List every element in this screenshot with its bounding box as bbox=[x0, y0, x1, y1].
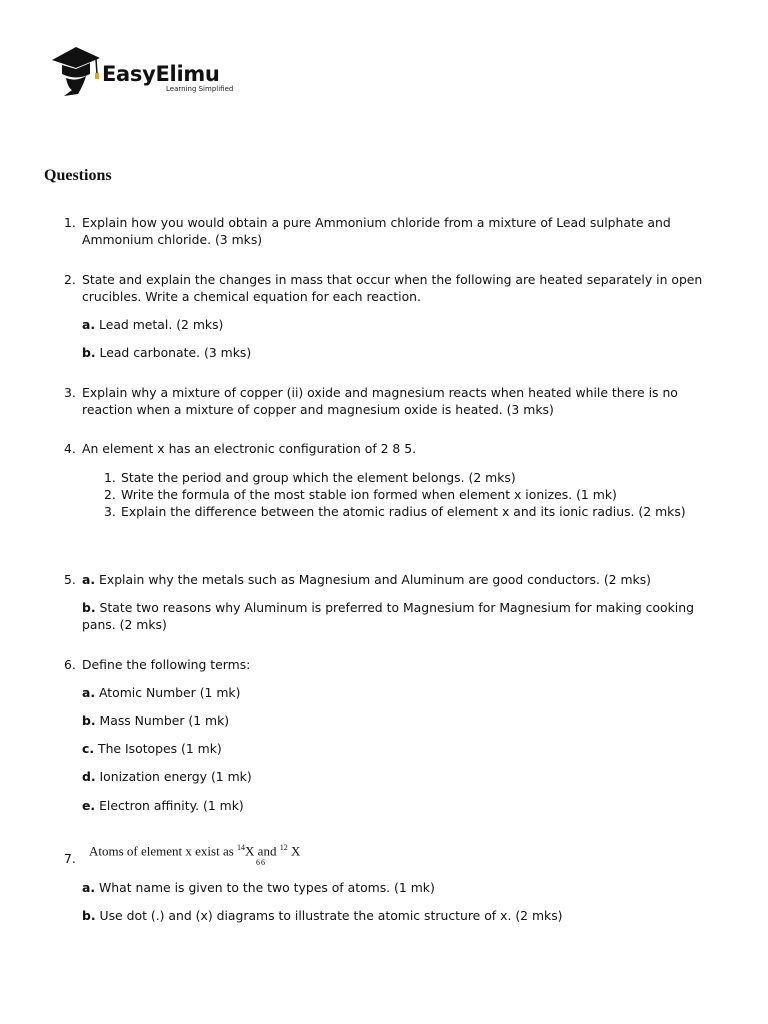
sub-label: d. bbox=[82, 769, 96, 784]
sub-label: b. bbox=[82, 345, 96, 360]
sub-question bbox=[82, 740, 732, 757]
sub-question bbox=[82, 712, 732, 729]
question-text: Define the following terms: bbox=[82, 657, 251, 672]
sub-text: The Isotopes (1 mk) bbox=[98, 741, 222, 756]
question-number: 3. bbox=[64, 385, 76, 400]
question-number: 2. bbox=[64, 272, 76, 287]
list-item bbox=[104, 469, 744, 486]
page-title: Questions bbox=[44, 167, 112, 184]
sub-question bbox=[82, 344, 732, 361]
list-item bbox=[104, 486, 744, 503]
question-number: 5. bbox=[64, 572, 76, 587]
sub-text: Electron affinity. (1 mk) bbox=[99, 798, 244, 813]
item-number: 2. bbox=[104, 487, 116, 502]
sub-label: b. bbox=[82, 908, 96, 923]
brand-logo bbox=[50, 44, 250, 98]
item-text: State the period and group which the element belongs. (2 mks) bbox=[121, 470, 516, 485]
sub-text: Ionization energy (1 mk) bbox=[99, 769, 252, 784]
question-number: 4. bbox=[64, 441, 76, 456]
graduate-cap-icon bbox=[50, 44, 102, 98]
question-text: An element x has an electronic configuration of 2 8 5. bbox=[82, 441, 417, 456]
item-text: Explain the difference between the atomic radius of element x and its ionic radius. (2 mks) bbox=[121, 504, 686, 519]
sub-text: Lead metal. (2 mks) bbox=[99, 317, 224, 332]
list-item bbox=[104, 503, 744, 520]
question-3 bbox=[64, 384, 744, 418]
question-number: 6. bbox=[64, 657, 76, 672]
question-text: Explain why a mixture of copper (ii) oxide and magnesium reacts when heated while there is no reaction when a mixture of copper and magnesium oxide is heated. (3 mks) bbox=[82, 385, 678, 417]
item-text: Write the formula of the most stable ion formed when element x ionizes. (1 mk) bbox=[121, 487, 617, 502]
sub-label: e. bbox=[82, 798, 96, 813]
item-number: 1. bbox=[104, 470, 116, 485]
sub-text: Explain why the metals such as Magnesium and Aluminum are good conductors. (2 mks) bbox=[99, 572, 652, 587]
sub-question bbox=[82, 768, 732, 785]
question-2 bbox=[64, 271, 744, 305]
question-5 bbox=[64, 571, 744, 588]
element-symbol-2: X bbox=[290, 843, 301, 859]
sub-text: State two reasons why Aluminum is preferred to Magnesium for Magnesium for making cooking pans. (2 mks) bbox=[82, 600, 694, 632]
item-number: 3. bbox=[104, 504, 116, 519]
sub-text: What name is given to the two types of atoms. (1 mk) bbox=[99, 880, 435, 895]
sub-label: a. bbox=[82, 880, 96, 895]
sub-question bbox=[82, 316, 732, 333]
brand-name: EasyElimu bbox=[102, 62, 220, 86]
question-number: 7. bbox=[64, 851, 76, 866]
sub-label: b. bbox=[82, 600, 96, 615]
formula-prefix: Atoms of element x exist as bbox=[89, 843, 234, 859]
isotope-formula bbox=[89, 838, 301, 867]
sub-question bbox=[82, 797, 732, 814]
formula-join: and bbox=[257, 843, 277, 859]
atomic-number-1: 6 bbox=[256, 858, 260, 867]
sub-label: a. bbox=[82, 317, 96, 332]
mass-number-2: 12 bbox=[279, 843, 288, 852]
sub-question bbox=[82, 684, 732, 701]
question-1 bbox=[64, 214, 744, 248]
sub-text: Lead carbonate. (3 mks) bbox=[99, 345, 252, 360]
sub-question bbox=[82, 907, 732, 924]
sub-label: a. bbox=[82, 685, 96, 700]
sub-question bbox=[82, 879, 732, 896]
question-text: State and explain the changes in mass that occur when the following are heated separately in open crucibles. Write a chemical equation for each reaction. bbox=[82, 272, 703, 304]
mass-number-1: 14 bbox=[237, 843, 246, 852]
sub-text: Atomic Number (1 mk) bbox=[99, 685, 241, 700]
element-symbol-1: X bbox=[245, 843, 255, 859]
sub-text: Use dot (.) and (x) diagrams to illustrate the atomic structure of x. (2 mks) bbox=[99, 908, 563, 923]
sub-label: b. bbox=[82, 713, 96, 728]
question-number: 1. bbox=[64, 215, 76, 230]
question-6 bbox=[64, 656, 744, 673]
question-text: Explain how you would obtain a pure Ammonium chloride from a mixture of Lead sulphate and Ammonium chloride. (3 mks) bbox=[82, 215, 671, 247]
sub-label: a. bbox=[82, 572, 96, 587]
atomic-number-2: 6 bbox=[261, 858, 265, 867]
sub-text: Mass Number (1 mk) bbox=[99, 713, 230, 728]
sub-label: c. bbox=[82, 741, 95, 756]
question-4 bbox=[64, 440, 744, 457]
sub-question bbox=[82, 599, 702, 633]
brand-tagline: Learning Simplified bbox=[166, 85, 234, 93]
